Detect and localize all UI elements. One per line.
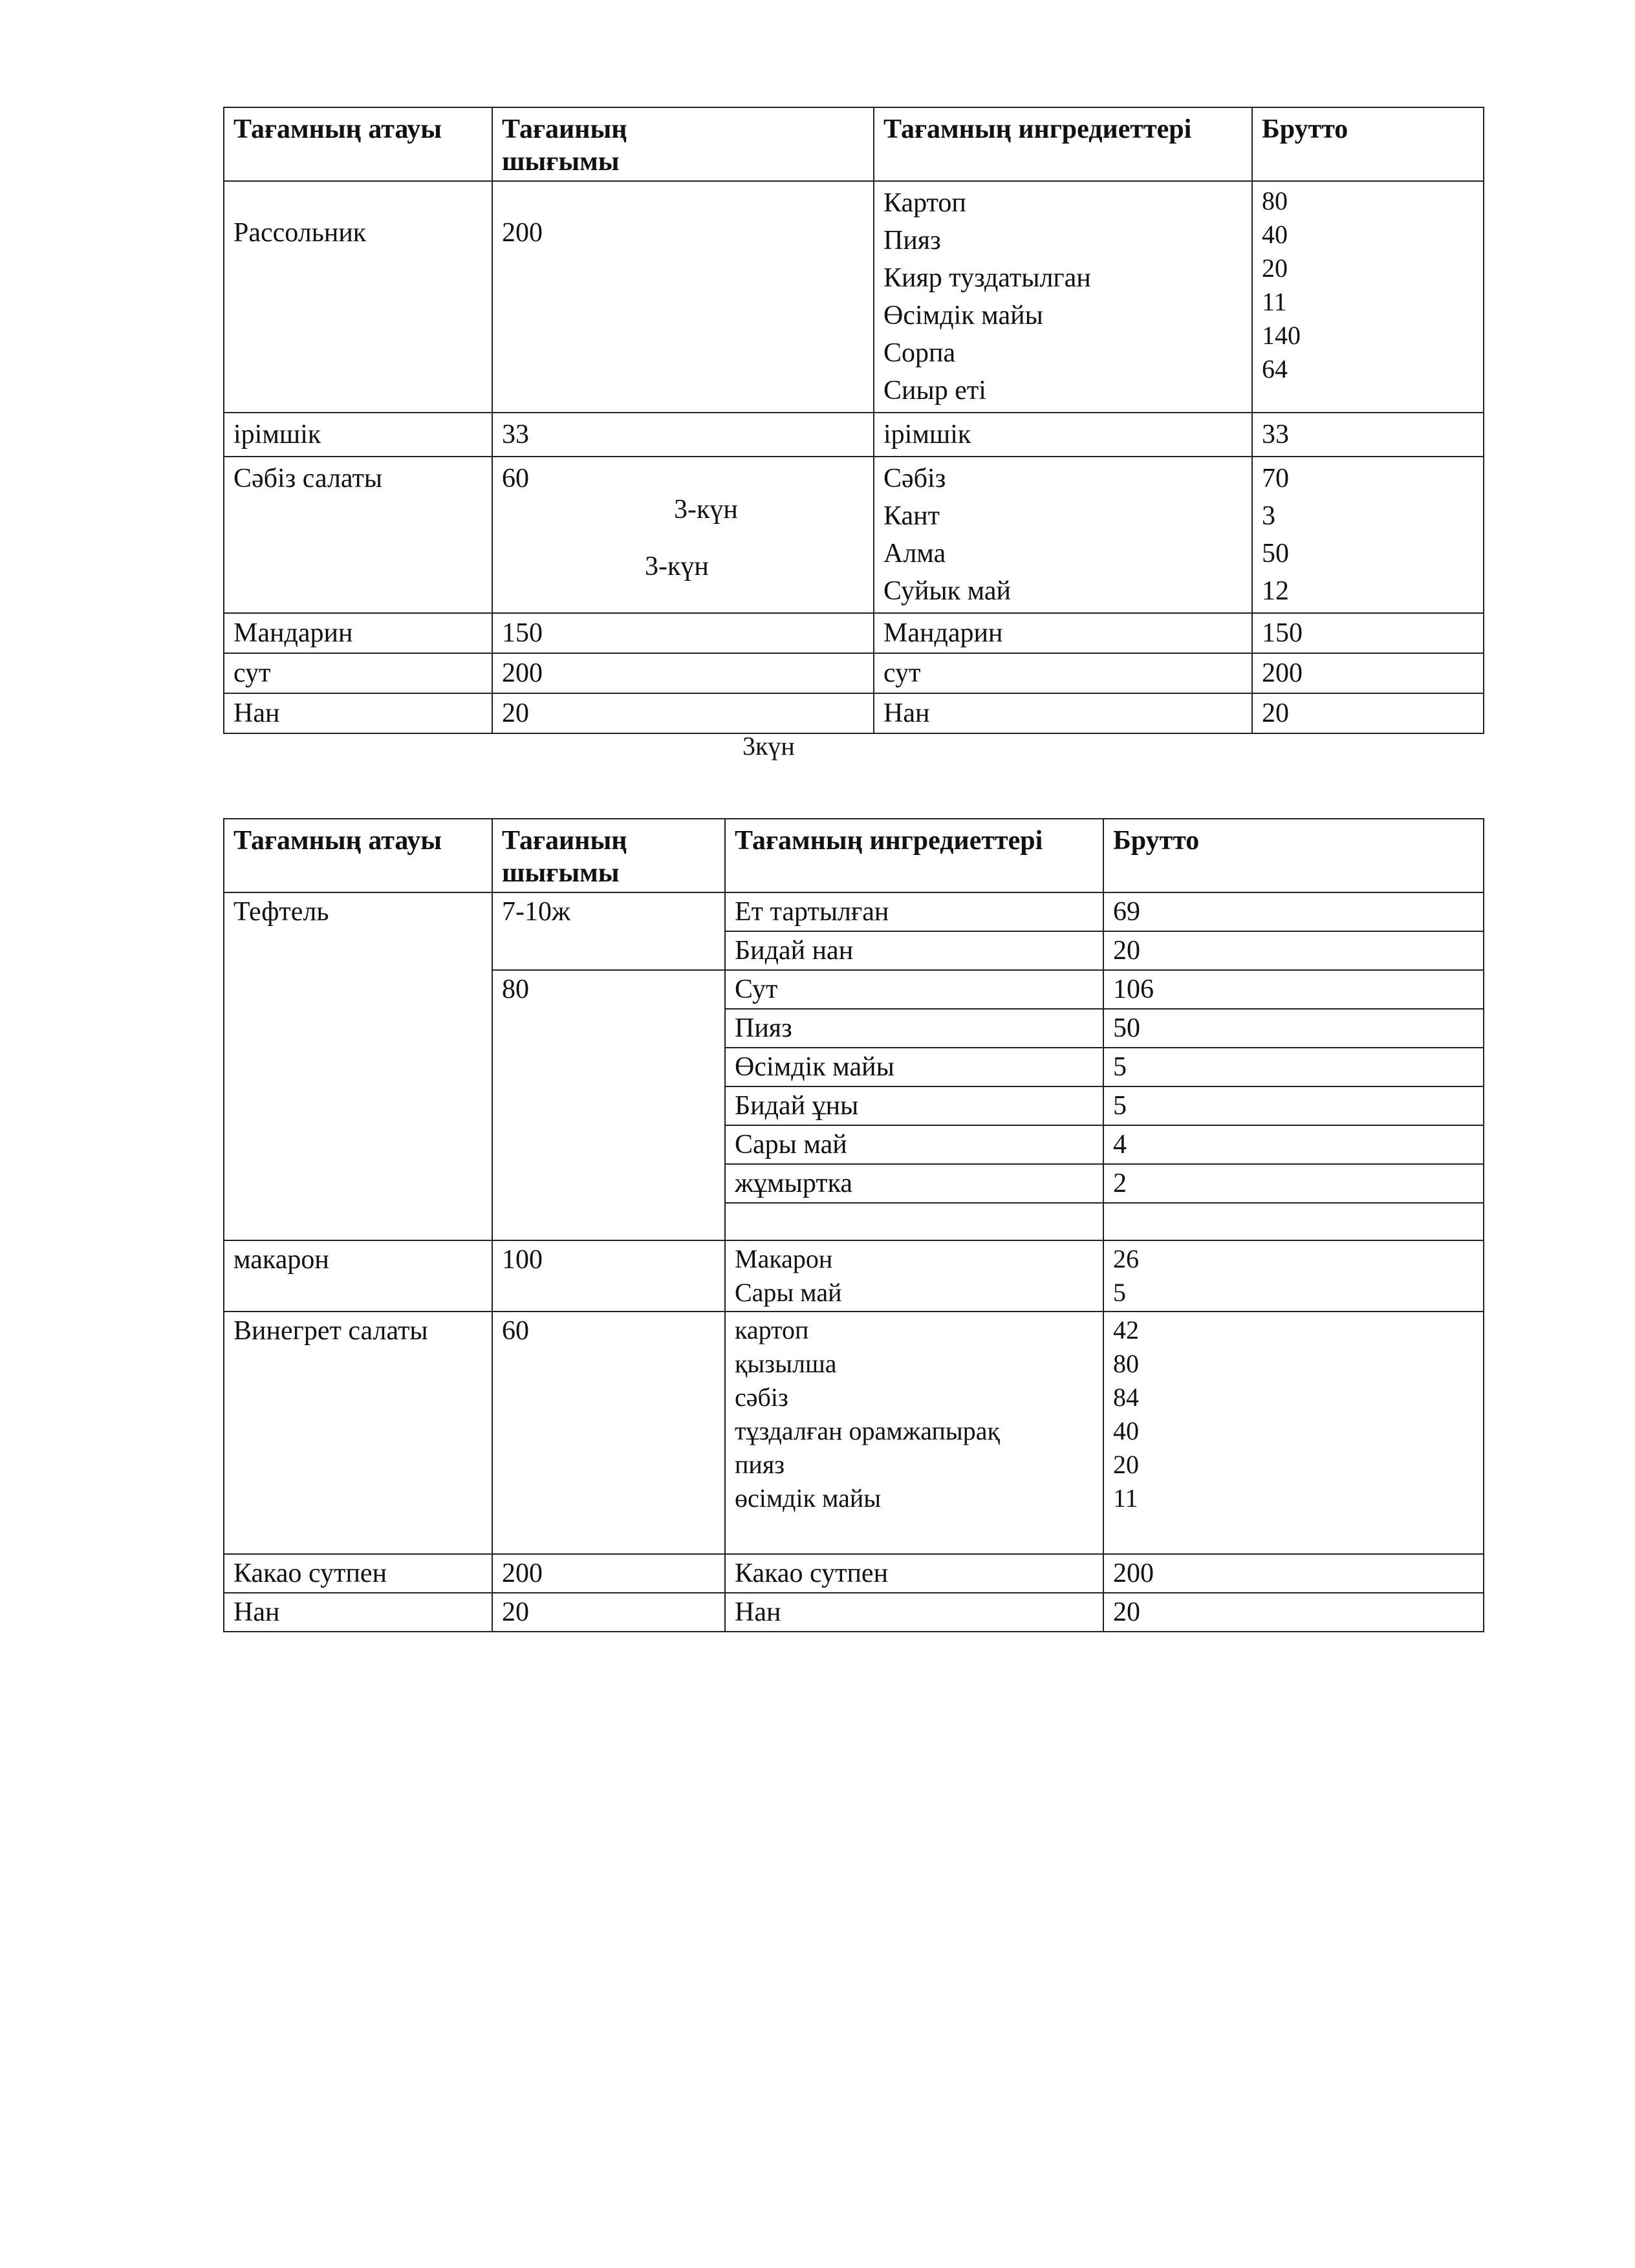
ingredient: Өсімдік майы [883,301,1043,330]
header-ingredients: Тағамның ингредиеттері [725,819,1103,892]
brutto-value: 11 [1113,1484,1138,1513]
ingredient: Пияз [883,226,941,255]
day-label: 3күн [742,731,795,761]
empty-cell [725,1203,1103,1240]
ingredient: ірімшік [874,413,1252,457]
dish-name: сут [224,653,492,693]
brutto-value: 70 [1262,464,1289,493]
dish-yield: 20 [492,1593,725,1632]
ingredient: Картоп [883,188,966,218]
brutto-value: 80 [1113,1349,1139,1378]
dish-name: Тефтель [224,892,492,1240]
brutto-value: 20 [1103,931,1484,970]
dish-yield: 33 [492,413,874,457]
ingredient: Нан [874,693,1252,733]
ingredient: Сары май [725,1125,1103,1164]
table-header-row [224,819,1484,892]
brutto-value: 50 [1103,1009,1484,1048]
table-row [224,1240,1484,1312]
ingredient: Сут [725,970,1103,1009]
dish-yield: 60 [502,464,529,493]
menu-table-1 [223,107,1484,734]
brutto-value: 33 [1252,413,1484,457]
ingredient: Кияр туздатылган [883,263,1091,293]
brutto-value: 11 [1262,287,1287,316]
brutto-value: 4 [1103,1125,1484,1164]
ingredient: Алма [883,539,946,568]
ingredient: Макарон [735,1244,833,1273]
table-row [224,457,1484,613]
brutto-value: 64 [1262,354,1288,383]
dish-name: Сәбіз салаты [224,457,492,613]
ingredient: Сары май [735,1278,842,1307]
header-brutto: Брутто [1252,107,1484,181]
brutto-value: 5 [1103,1048,1484,1086]
dish-yield: 80 [492,970,725,1240]
dish-name: Нан [224,693,492,733]
brutto-value: 80 [1262,186,1288,215]
ingredient-list [874,181,1252,413]
brutto-value: 5 [1103,1086,1484,1125]
day-note: 3-күн [674,495,738,524]
dish-name: макарон [224,1240,492,1312]
brutto-value: 42 [1113,1315,1139,1345]
dish-yield-cell [492,457,874,613]
brutto-value: 20 [1103,1593,1484,1632]
dish-name: Винегрет салаты [224,1312,492,1554]
dish-name: Рассольник [224,181,492,413]
ingredient: Бидай нан [725,931,1103,970]
ingredient: тұздалған орамжапырақ [735,1416,1000,1445]
ingredient: картоп [735,1315,809,1345]
ingredient: Какао сутпен [725,1554,1103,1593]
brutto-value: 200 [1252,653,1484,693]
brutto-list [1103,1240,1484,1312]
brutto-value: 50 [1262,539,1289,568]
brutto-list [1103,1312,1484,1554]
ingredient-list [874,457,1252,613]
brutto-value: 20 [1252,693,1484,733]
day-note: 3-күн [645,552,709,581]
table-row [224,1593,1484,1632]
ingredient: Бидай ұны [725,1086,1103,1125]
ingredient: сут [874,653,1252,693]
ingredient: қызылша [735,1349,837,1378]
brutto-value: 26 [1113,1244,1139,1273]
header-yield: Тағаиның шығымы [492,107,874,181]
dish-yield: 200 [492,653,874,693]
brutto-value: 140 [1262,321,1301,350]
empty-cell [1103,1203,1484,1240]
table-row [224,181,1484,413]
dish-name: Какао сутпен [224,1554,492,1593]
ingredient: Пияз [725,1009,1103,1048]
brutto-value: 12 [1262,576,1289,606]
brutto-value: 84 [1113,1383,1139,1412]
brutto-list [1252,457,1484,613]
dish-name: Нан [224,1593,492,1632]
brutto-value: 200 [1103,1554,1484,1593]
ingredient: сәбіз [735,1383,788,1412]
ingredient: Сәбіз [883,464,946,493]
ingredient-list [725,1240,1103,1312]
header-brutto: Брутто [1103,819,1484,892]
menu-table-2 [223,818,1484,1632]
header-dish-name: Тағамның атауы [224,107,492,181]
dish-yield: 100 [492,1240,725,1312]
ingredient: Мандарин [874,613,1252,653]
table-row [224,413,1484,457]
brutto-value: 20 [1262,254,1288,283]
ingredient: Суйык май [883,576,1011,606]
brutto-value: 5 [1113,1278,1126,1307]
dish-yield: 150 [492,613,874,653]
brutto-list [1252,181,1484,413]
brutto-value: 20 [1113,1450,1139,1479]
table-row [224,1312,1484,1554]
table-row [224,892,1484,931]
ingredient: Ет тартылған [725,892,1103,931]
dish-yield: 200 [492,181,874,413]
ingredient: пияз [735,1450,785,1479]
ingredient: Өсімдік майы [725,1048,1103,1086]
table-row [224,1554,1484,1593]
header-ingredients: Тағамның ингредиеттері [874,107,1252,181]
table-row [224,613,1484,653]
dish-yield: 20 [492,693,874,733]
header-yield: Тағаиның шығымы [492,819,725,892]
ingredient: Сорпа [883,338,956,368]
brutto-value: 69 [1103,892,1484,931]
ingredient: Сиыр еті [883,376,986,405]
ingredient: Нан [725,1593,1103,1632]
ingredient-list [725,1312,1103,1554]
table-row [224,653,1484,693]
dish-yield: 200 [492,1554,725,1593]
brutto-value: 150 [1252,613,1484,653]
table-row [224,693,1484,733]
brutto-value: 106 [1103,970,1484,1009]
ingredient: өсімдік майы [735,1484,882,1513]
ingredient: Кант [883,501,940,531]
brutto-value: 40 [1113,1416,1139,1445]
ingredient: жұмыртка [725,1164,1103,1203]
dish-name: ірімшік [224,413,492,457]
dish-name: Мандарин [224,613,492,653]
table-header-row [224,107,1484,181]
header-dish-name: Тағамның атауы [224,819,492,892]
dish-yield-age: 7-10ж [492,892,725,970]
dish-yield: 60 [492,1312,725,1554]
brutto-value: 3 [1262,501,1275,531]
brutto-value: 40 [1262,220,1288,249]
brutto-value: 2 [1103,1164,1484,1203]
